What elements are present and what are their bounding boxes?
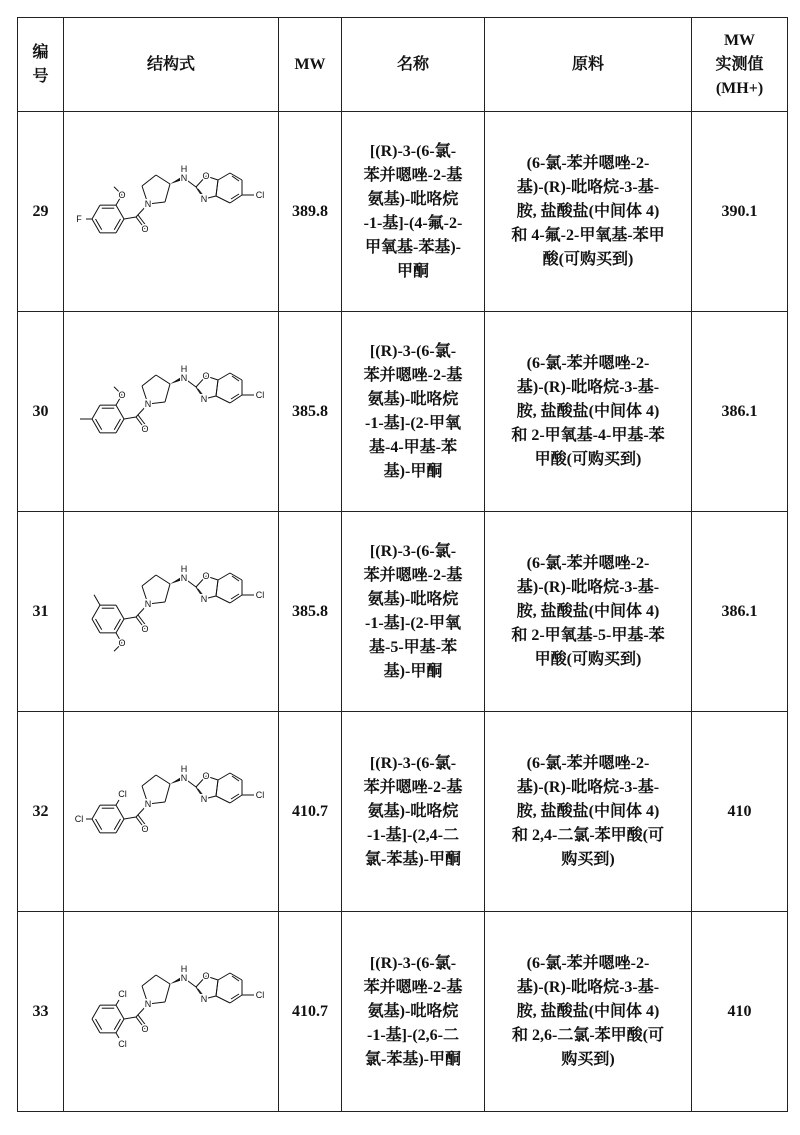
name-line: -1-基]-(4-氟-2- — [342, 212, 484, 236]
name-line: 苯并嗯唑-2-基 — [342, 364, 484, 388]
header-structure: 结构式 — [64, 18, 279, 112]
bond — [92, 219, 100, 233]
raw-materials — [485, 912, 692, 1112]
nitrogen-label: N — [145, 799, 152, 809]
name-line: 苯并嗯唑-2-基 — [342, 976, 484, 1000]
bond — [116, 205, 124, 219]
raw-materials — [485, 112, 692, 312]
raw-material-line: 购买到) — [485, 1048, 691, 1072]
raw-material-line: 和 2-甲氧基-5-甲基-苯 — [485, 624, 691, 648]
bond — [156, 775, 170, 784]
raw-material-line: 基)-(R)-吡咯烷-3-基- — [485, 376, 691, 400]
compound-row — [18, 712, 788, 912]
bond — [216, 580, 218, 596]
raw-material-line: 胺, 盐酸盐(中间体 4) — [485, 600, 691, 624]
name-line: 基-4-甲基-苯 — [342, 436, 484, 460]
header-row — [18, 18, 788, 112]
structure-cell — [64, 312, 279, 512]
raw-material-line: 基)-(R)-吡咯烷-3-基- — [485, 176, 691, 200]
name-line: 氨基)-吡咯烷 — [342, 1000, 484, 1024]
bond — [216, 796, 230, 803]
bond — [165, 784, 170, 802]
structure-drawing — [64, 918, 278, 1106]
bond — [165, 384, 170, 402]
chlorine-label: Cl — [256, 590, 265, 600]
bond — [92, 805, 100, 819]
name-line: 氨基)-吡咯烷 — [342, 800, 484, 824]
bond — [92, 1019, 100, 1033]
bond — [142, 775, 156, 786]
oxazole-oxygen-label: O — [202, 371, 209, 381]
name-line: 苯并嗯唑-2-基 — [342, 164, 484, 188]
bond — [96, 619, 102, 630]
oxygen-label: O — [118, 638, 125, 648]
measured-mw: 386.1 — [692, 312, 788, 512]
raw-material-line: 酸(可购买到) — [485, 248, 691, 272]
oxazole-nitrogen-label: N — [201, 794, 208, 804]
chlorine-label: Cl — [118, 788, 127, 798]
amine-nitrogen-label: N — [181, 773, 188, 783]
mw-value: 385.8 — [279, 312, 342, 512]
header-id — [18, 18, 64, 112]
chlorine-label: Cl — [256, 790, 265, 800]
compound-row — [18, 912, 788, 1112]
name-line: 基)-甲酮 — [342, 660, 484, 684]
raw-material-line: 基)-(R)-吡咯烷-3-基- — [485, 976, 691, 1000]
bond — [92, 619, 100, 633]
raw-material-line: 甲酸(可购买到) — [485, 648, 691, 672]
bond — [92, 405, 100, 419]
amine-nitrogen-label: N — [181, 573, 188, 583]
bond — [124, 617, 136, 619]
amine-hydrogen-label: H — [181, 964, 188, 974]
structure-cell — [64, 112, 279, 312]
bond — [116, 999, 119, 1004]
structure-drawing — [64, 718, 278, 906]
compound-row — [18, 512, 788, 712]
nitrogen-label: N — [145, 999, 152, 1009]
chlorine-label: Cl — [256, 190, 265, 200]
name-line: 基)-甲酮 — [342, 460, 484, 484]
name-line: [(R)-3-(6-氯- — [342, 140, 484, 164]
compound-id: 29 — [18, 112, 64, 312]
bond — [116, 799, 119, 804]
raw-material-line: (6-氯-苯并嗯唑-2- — [485, 952, 691, 976]
raw-material-line: 甲酸(可购买到) — [485, 448, 691, 472]
raw-material-line: 和 2-甲氧基-4-甲基-苯 — [485, 424, 691, 448]
bond — [156, 975, 170, 984]
header-measured-mw — [692, 18, 788, 112]
mw-value: 389.8 — [279, 112, 342, 312]
compound-row — [18, 112, 788, 312]
bond — [116, 619, 124, 633]
raw-material-line: 胺, 盐酸盐(中间体 4) — [485, 200, 691, 224]
oxazole-oxygen-label: O — [202, 171, 209, 181]
name-line: 氯-苯基)-甲酮 — [342, 1048, 484, 1072]
measured-mw: 410 — [692, 912, 788, 1112]
header-mw: MW — [279, 18, 342, 112]
bond — [124, 217, 136, 219]
chlorine-label: Cl — [75, 814, 84, 824]
measured-mw: 390.1 — [692, 112, 788, 312]
bond — [116, 419, 124, 433]
bond — [92, 205, 100, 219]
oxygen-label: O — [118, 389, 125, 399]
name-line: 甲氧基-苯基)- — [342, 236, 484, 260]
measured-mw: 410 — [692, 712, 788, 912]
name-line: 氨基)-吡咯烷 — [342, 188, 484, 212]
raw-material-line: (6-氯-苯并嗯唑-2- — [485, 352, 691, 376]
bond — [96, 1019, 102, 1030]
name-line: 苯并嗯唑-2-基 — [342, 776, 484, 800]
bond — [92, 605, 100, 619]
raw-material-line: (6-氯-苯并嗯唑-2- — [485, 752, 691, 776]
name-line: 氨基)-吡咯烷 — [342, 388, 484, 412]
raw-material-line: 和 4-氟-2-甲氧基-苯甲 — [485, 224, 691, 248]
bond — [216, 380, 218, 396]
compound-id: 31 — [18, 512, 64, 712]
header-measured-line: 实测值 — [692, 53, 787, 77]
oxazole-oxygen-label: O — [202, 971, 209, 981]
amine-hydrogen-label: H — [181, 764, 188, 774]
bond — [124, 417, 136, 419]
chlorine-label: Cl — [256, 390, 265, 400]
bond — [114, 1019, 120, 1030]
carbonyl-oxygen-label: O — [141, 824, 148, 834]
name-line: [(R)-3-(6-氯- — [342, 540, 484, 564]
amine-nitrogen-label: N — [181, 173, 188, 183]
bond — [114, 419, 120, 430]
bond — [124, 1017, 136, 1019]
nitrogen-label: N — [145, 199, 152, 209]
name-line: 苯并嗯唑-2-基 — [342, 564, 484, 588]
bond — [116, 219, 124, 233]
bond — [216, 596, 230, 603]
name-line: -1-基]-(2,4-二 — [342, 824, 484, 848]
name-line: 氯-苯基)-甲酮 — [342, 848, 484, 872]
bond — [92, 819, 100, 833]
raw-materials — [485, 712, 692, 912]
bond — [216, 996, 230, 1003]
name-line: 氨基)-吡咯烷 — [342, 588, 484, 612]
bond — [114, 619, 120, 630]
bond — [142, 175, 156, 186]
bond — [165, 984, 170, 1002]
compound-name — [342, 912, 485, 1112]
chlorine-label: Cl — [118, 988, 127, 998]
name-line: 基-5-甲基-苯 — [342, 636, 484, 660]
name-line: -1-基]-(2,6-二 — [342, 1024, 484, 1048]
structure-cell — [64, 712, 279, 912]
structure-drawing — [64, 318, 278, 506]
bond — [218, 773, 230, 780]
bond — [216, 180, 218, 196]
compound-name — [342, 512, 485, 712]
bond — [142, 375, 156, 386]
name-line: [(R)-3-(6-氯- — [342, 952, 484, 976]
raw-material-line: 胺, 盐酸盐(中间体 4) — [485, 400, 691, 424]
structure-drawing — [64, 118, 278, 306]
raw-material-line: 胺, 盐酸盐(中间体 4) — [485, 1000, 691, 1024]
oxazole-nitrogen-label: N — [201, 994, 208, 1004]
bond — [92, 419, 100, 433]
compound-row — [18, 312, 788, 512]
compound-id: 33 — [18, 912, 64, 1112]
header-measured-line: MW — [692, 29, 787, 53]
measured-mw: 386.1 — [692, 512, 788, 712]
bond — [218, 173, 230, 180]
chlorine-label: Cl — [118, 1039, 127, 1049]
bond — [116, 819, 124, 833]
bond — [216, 196, 230, 203]
amine-nitrogen-label: N — [181, 373, 188, 383]
bond — [116, 1032, 119, 1037]
oxazole-oxygen-label: O — [202, 571, 209, 581]
name-line: [(R)-3-(6-氯- — [342, 340, 484, 364]
raw-material-line: 基)-(R)-吡咯烷-3-基- — [485, 776, 691, 800]
raw-materials — [485, 512, 692, 712]
structure-drawing — [64, 518, 278, 706]
oxazole-nitrogen-label: N — [201, 594, 208, 604]
bond — [216, 396, 230, 403]
name-line: [(R)-3-(6-氯- — [342, 752, 484, 776]
bond — [156, 575, 170, 584]
compound-id: 30 — [18, 312, 64, 512]
bond — [116, 405, 124, 419]
bond — [96, 219, 102, 230]
compound-name — [342, 112, 485, 312]
compound-name — [342, 712, 485, 912]
bond — [216, 780, 218, 796]
carbonyl-oxygen-label: O — [141, 1024, 148, 1034]
header-raw-material: 原料 — [485, 18, 692, 112]
oxygen-label: O — [118, 189, 125, 199]
header-id-line: 编 — [18, 41, 63, 65]
bond — [114, 819, 120, 830]
methyl-bond — [94, 594, 100, 604]
mw-value: 410.7 — [279, 712, 342, 912]
oxazole-oxygen-label: O — [202, 771, 209, 781]
name-line: -1-基]-(2-甲氧 — [342, 612, 484, 636]
header-id-line: 号 — [18, 65, 63, 89]
bond — [114, 219, 120, 230]
bond — [142, 575, 156, 586]
bond — [116, 605, 124, 619]
bond — [142, 975, 156, 986]
compound-table — [17, 17, 788, 1112]
raw-material-line: 和 2,6-二氯-苯甲酸(可 — [485, 1024, 691, 1048]
name-line: 甲酮 — [342, 260, 484, 284]
raw-material-line: 胺, 盐酸盐(中间体 4) — [485, 800, 691, 824]
structure-cell — [64, 512, 279, 712]
header-measured-line: (MH+) — [692, 77, 787, 101]
bond — [165, 584, 170, 602]
nitrogen-label: N — [145, 599, 152, 609]
oxazole-nitrogen-label: N — [201, 194, 208, 204]
bond — [116, 1019, 124, 1033]
chlorine-label: Cl — [256, 990, 265, 1000]
raw-material-line: (6-氯-苯并嗯唑-2- — [485, 152, 691, 176]
bond — [156, 375, 170, 384]
amine-hydrogen-label: H — [181, 564, 188, 574]
raw-materials — [485, 312, 692, 512]
raw-material-line: 和 2,4-二氯-苯甲酸(可 — [485, 824, 691, 848]
fluorine-label: F — [76, 214, 82, 224]
raw-material-line: (6-氯-苯并嗯唑-2- — [485, 552, 691, 576]
bond — [218, 573, 230, 580]
compound-id: 32 — [18, 712, 64, 912]
mw-value: 385.8 — [279, 512, 342, 712]
bond — [124, 817, 136, 819]
name-line: -1-基]-(2-甲氧 — [342, 412, 484, 436]
nitrogen-label: N — [145, 399, 152, 409]
mw-value: 410.7 — [279, 912, 342, 1112]
amine-hydrogen-label: H — [181, 364, 188, 374]
bond — [216, 980, 218, 996]
structure-cell — [64, 912, 279, 1112]
header-name: 名称 — [342, 18, 485, 112]
bond — [218, 973, 230, 980]
bond — [156, 175, 170, 184]
bond — [96, 419, 102, 430]
amine-hydrogen-label: H — [181, 164, 188, 174]
bond — [96, 819, 102, 830]
raw-material-line: 基)-(R)-吡咯烷-3-基- — [485, 576, 691, 600]
bond — [92, 1005, 100, 1019]
carbonyl-oxygen-label: O — [141, 224, 148, 234]
amine-nitrogen-label: N — [181, 973, 188, 983]
oxazole-nitrogen-label: N — [201, 394, 208, 404]
bond — [116, 805, 124, 819]
bond — [165, 184, 170, 202]
bond — [116, 1005, 124, 1019]
compound-name — [342, 312, 485, 512]
raw-material-line: 购买到) — [485, 848, 691, 872]
carbonyl-oxygen-label: O — [141, 424, 148, 434]
bond — [218, 373, 230, 380]
carbonyl-oxygen-label: O — [141, 624, 148, 634]
